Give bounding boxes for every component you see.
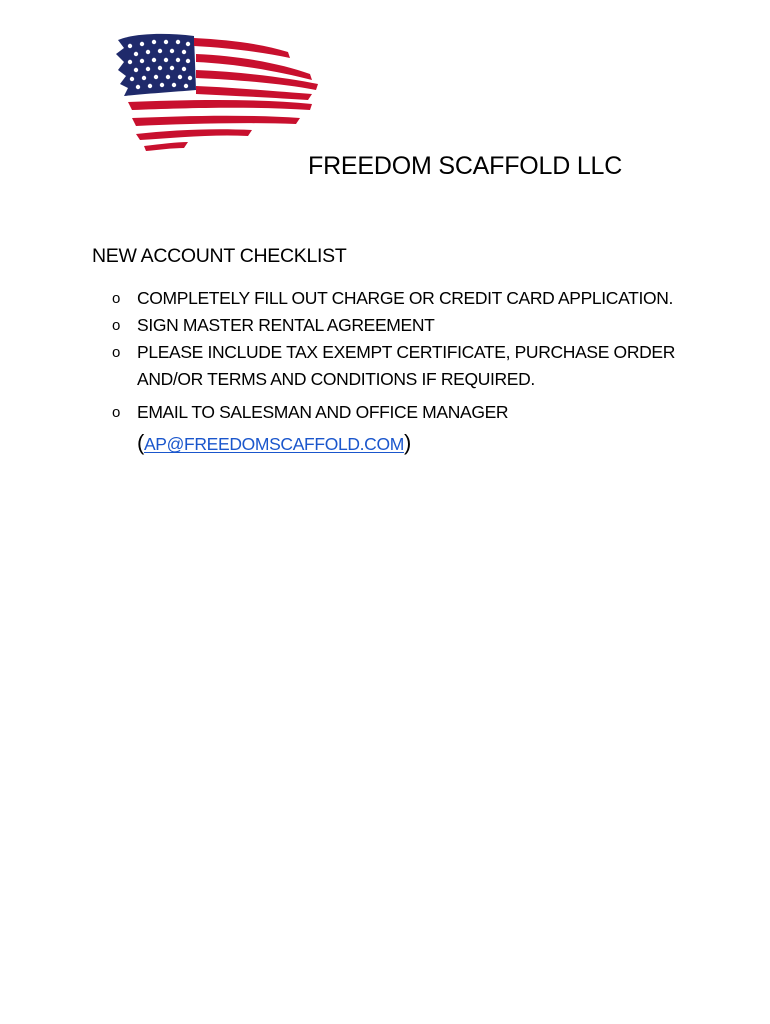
checklist-item-text: SIGN MASTER RENTAL AGREEMENT bbox=[137, 315, 435, 335]
checklist-item bbox=[112, 399, 675, 461]
checklist-item bbox=[112, 312, 675, 339]
checklist bbox=[112, 285, 675, 461]
close-paren: ) bbox=[403, 430, 411, 455]
checklist-item-text: EMAIL TO SALESMAN AND OFFICE MANAGER bbox=[137, 402, 509, 422]
checklist-item-continuation bbox=[112, 366, 675, 393]
checklist-item bbox=[112, 339, 675, 366]
bullet-icon: o bbox=[112, 344, 120, 361]
bullet-icon: o bbox=[112, 317, 120, 334]
email-line bbox=[137, 426, 675, 461]
email-link[interactable]: AP@FREEDOMSCAFFOLD.COM bbox=[143, 434, 404, 454]
checklist-item-text: PLEASE INCLUDE TAX EXEMPT CERTIFICATE, PURCHASE ORDER bbox=[137, 342, 676, 362]
checklist-item bbox=[112, 285, 675, 312]
open-paren: ( bbox=[137, 430, 144, 455]
company-name: FREEDOM SCAFFOLD LLC bbox=[308, 152, 623, 180]
bullet-icon: o bbox=[112, 404, 120, 421]
bullet-icon: o bbox=[112, 290, 120, 307]
checklist-item-text: AND/OR TERMS AND CONDITIONS IF REQUIRED. bbox=[137, 369, 535, 389]
checklist-item-text: COMPLETELY FILL OUT CHARGE OR CREDIT CARD APPLICATION. bbox=[137, 288, 674, 308]
american-flag-icon bbox=[112, 30, 324, 154]
checklist-title: NEW ACCOUNT CHECKLIST bbox=[92, 245, 347, 267]
